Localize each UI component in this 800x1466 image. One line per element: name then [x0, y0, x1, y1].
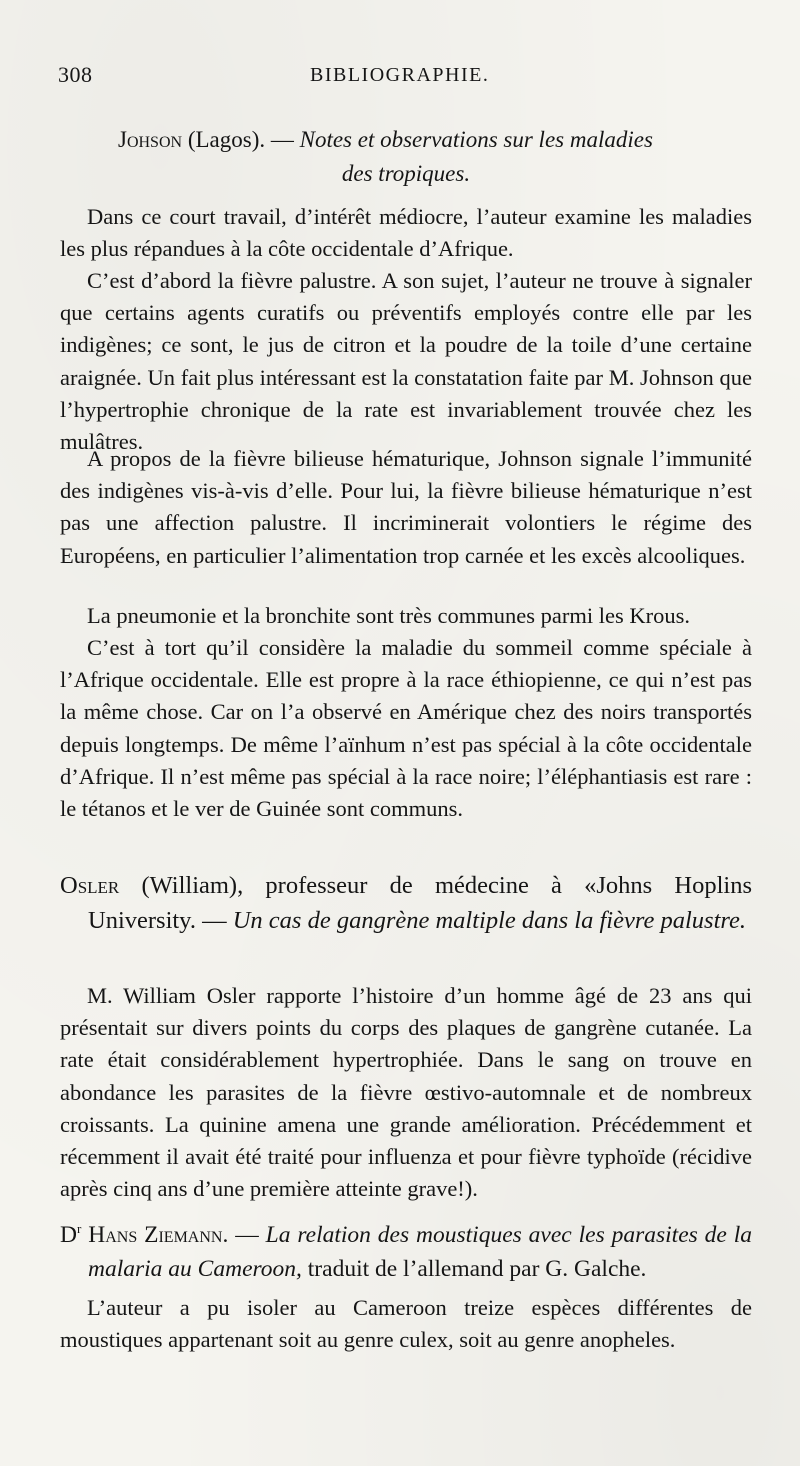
entry-title-continued: des tropiques. [341, 161, 471, 186]
running-head [58, 62, 748, 94]
entry-title: Un cas de gangrène maltiple dans la fièvre palustre. [232, 907, 746, 934]
running-title: BIBLIOGRAPHIE. [310, 64, 490, 86]
entry-dash: — [228, 1222, 259, 1248]
entry-prefix-sup: r [76, 1221, 82, 1237]
paragraph: C’est à tort qu’il considère la maladie du sommeil comme spéciale à l’Afrique occidentale. Elle est propre à la race éthiopienne, ce qui n’est pas la même chose. Car on l’a observé en Amérique chez des noirs transportés depuis longtemps. De même l’aïnhum n’est pas spécial à la côte occidentale d’Afrique. Il n’est même pas spécial à la race noire; l’éléphantiasis est rare : le tétanos et le ver de Guinée sont communs. [60, 635, 752, 822]
entry-heading-johson [118, 124, 738, 156]
paragraph: A propos de la fièvre bilieuse hématurique, Johnson signale l’immunité des indigènes vis-à-vis d’elle. Pour lui, la fièvre bilieuse hématurique n’est pas une affection palustre. Il incriminerait volontiers le régime des Européens, en particulier l’alimentation trop carnée et les excès alcooliques. [60, 446, 752, 568]
paragraph: L’auteur a pu isoler au Cameroon treize espèces différentes de moustiques appartenant soit au genre culex, soit au genre anopheles. [60, 1295, 752, 1353]
paragraph: Dans ce court travail, d’intérêt médiocre, l’auteur examine les maladies les plus répandues à la côte occidentale d’Afrique. [60, 204, 752, 262]
entry-heading-ziemann [60, 1218, 752, 1286]
paragraph: La pneumonie et la bronchite sont très communes parmi les Krous. [87, 603, 690, 628]
paragraph: C’est d’abord la fièvre palustre. A son sujet, l’auteur ne trouve à signaler que certains agents curatifs ou préventifs employés contre elle par les indigènes; ce sont, le jus de citron et la poudre de la toile d’une certaine araignée. Un fait plus intéressant est la constatation faite par M. Johnson que l’hypertrophie chronique de la rate est invariablement trouvée chez les mulâtres. [60, 268, 752, 455]
entry-author-note: (Lagos). — [187, 127, 294, 152]
entry-prefix: D [60, 1222, 77, 1248]
entry-heading-johson-line2 [60, 158, 752, 190]
page-number: 308 [58, 62, 93, 87]
entry-author: Osler [60, 872, 120, 899]
entry-author: Johson [118, 127, 183, 152]
entry-author: Hans Ziemann. [88, 1222, 229, 1248]
entry-title: La relation des moustiques avec les parasites de la malaria au Cameroon, [88, 1222, 753, 1282]
entry-title: Notes et observations sur les maladies [299, 127, 653, 152]
entry-translation: traduit de l’allemand par G. Galche. [307, 1256, 647, 1282]
paragraph: M. William Osler rapporte l’histoire d’un homme âgé de 23 ans qui présentait sur divers points du corps des plaques de gangrène cutanée. La rate était considérablement hypertrophiée. Dans le sang on trouve en abondance les parasites de la fièvre œstivo-automnale et de nombreux croissants. La quinine amena une grande amélioration. Précédemment et récemment il avait été traité pour influenza et pour fièvre typhoïde (récidive après cinq ans d’une première atteinte grave!). [60, 983, 752, 1202]
entry-author-note: (William), professeur de médecine à «Johns Hoplins University. — [88, 872, 752, 934]
entry-heading-osler [60, 868, 752, 938]
